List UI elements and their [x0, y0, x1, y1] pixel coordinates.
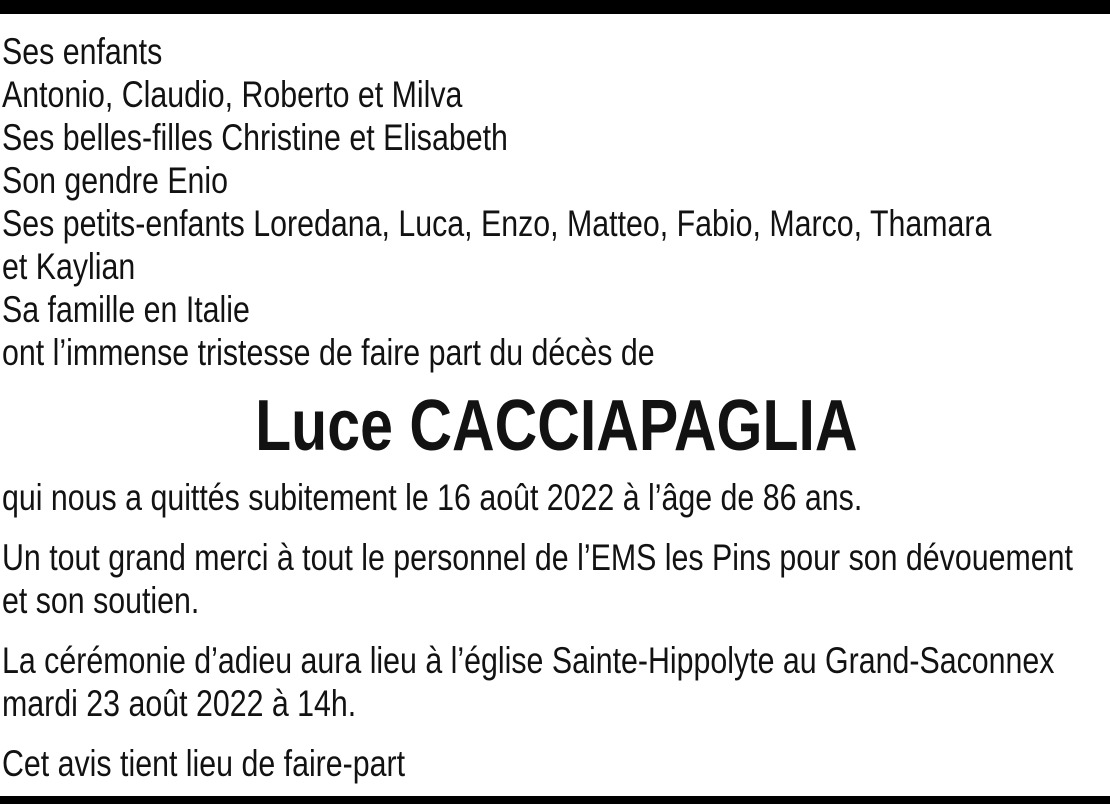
intro-line-daughters-in-law: Ses belles-filles Christine et Elisabeth	[2, 117, 508, 158]
intro-line-announcement-lead: ont l’immense tristesse de faire part du décès de	[2, 332, 655, 373]
ceremony-paragraph	[2, 639, 1110, 725]
death-date-paragraph	[2, 476, 1110, 519]
intro-line-children-names: Antonio, Claudio, Roberto et Milva	[2, 74, 463, 115]
intro-line-grandchildren: Ses petits-enfants Loredana, Luca, Enzo, Matteo, Fabio, Marco, Thamara	[2, 203, 992, 244]
notice-content	[0, 14, 1110, 785]
closing-paragraph	[2, 742, 1110, 785]
death-date-line: qui nous a quittés subitement le 16 août 2022 à l’âge de 86 ans.	[2, 477, 863, 518]
thanks-line-2: et son soutien.	[2, 580, 200, 621]
intro-line-son-in-law: Son gendre Enio	[2, 160, 229, 201]
intro-line-family-italy: Sa famille en Italie	[2, 289, 250, 330]
deceased-name-text: Luce CACCIAPAGLIA	[254, 386, 858, 466]
thanks-paragraph	[2, 536, 1110, 622]
closing-line: Cet avis tient lieu de faire-part	[2, 743, 406, 784]
thanks-line-1: Un tout grand merci à tout le personnel de l’EMS les Pins pour son dévouement	[2, 537, 1073, 578]
ceremony-line-2: mardi 23 août 2022 à 14h.	[2, 683, 357, 724]
deceased-name	[2, 386, 1110, 466]
bottom-border-rule	[0, 796, 1110, 804]
family-intro	[2, 30, 1110, 374]
intro-line-children-label: Ses enfants	[2, 31, 163, 72]
top-border-rule	[0, 0, 1110, 14]
ceremony-line-1: La cérémonie d’adieu aura lieu à l’église Sainte-Hippolyte au Grand-Saconnex	[2, 640, 1055, 681]
intro-line-grandchildren-cont: et Kaylian	[2, 246, 136, 287]
